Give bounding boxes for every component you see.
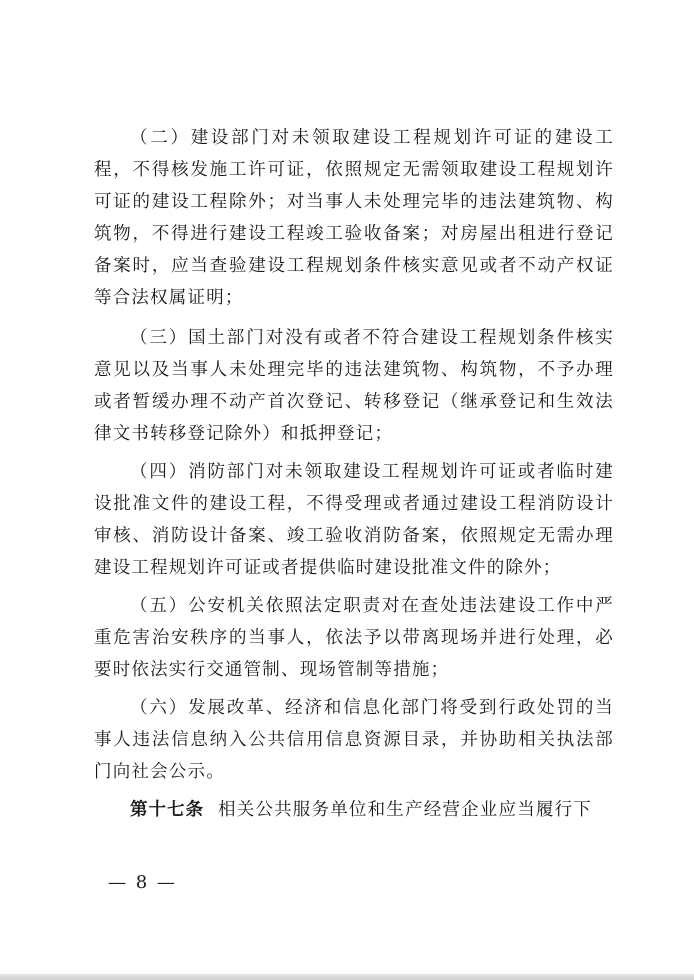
paragraph-item-3: （三）国土部门对没有或者不符合建设工程规划条件核实意见以及当事人未处理完毕的违法建筑物、构筑物，不予办理或者暂缓办理不动产首次登记、转移登记（继承登记和生效法律文书转移登记除外）和抵押登记； [94,328,614,444]
paragraph-item-6: （六）发展改革、经济和信息化部门将受到行政处罚的当事人违法信息纳入公共信用信息资源目录，并协助相关执法部门向社会公示。 [94,698,614,782]
article-heading: 第十七条 [130,800,204,820]
paragraph-item-2: （二）建设部门对未领取建设工程规划许可证的建设工程，不得核发施工许可证，依照规定无需领取建设工程规划许可证的建设工程除外；对当事人未处理完毕的违法建筑物、构筑物，不得进行建设工程竣工验收备案；对房屋出租进行登记备案时，应当查验建设工程规划条件核实意见或者不动产权证等合法权属证明； [94,128,614,308]
page-number: — 8 — [108,872,177,893]
scan-bottom-edge [0,974,694,980]
paragraph-item-5: （五）公安机关依照法定职责对在查处违法建设工作中严重危害治安秩序的当事人，依法予以带离现场并进行处理，必要时依法实行交通管制、现场管制等措施； [94,596,614,680]
article-text: 相关公共服务单位和生产经营企业应当履行下 [218,800,592,820]
paragraph-item-4: （四）消防部门对未领取建设工程规划许可证或者临时建设批准文件的建设工程，不得受理或者通过建设工程消防设计审核、消防设计备案、竣工验收消防备案，依照规定无需办理建设工程规划许可证或者提供临时建设批准文件的除外； [94,462,614,578]
article-17-paragraph [94,794,614,826]
